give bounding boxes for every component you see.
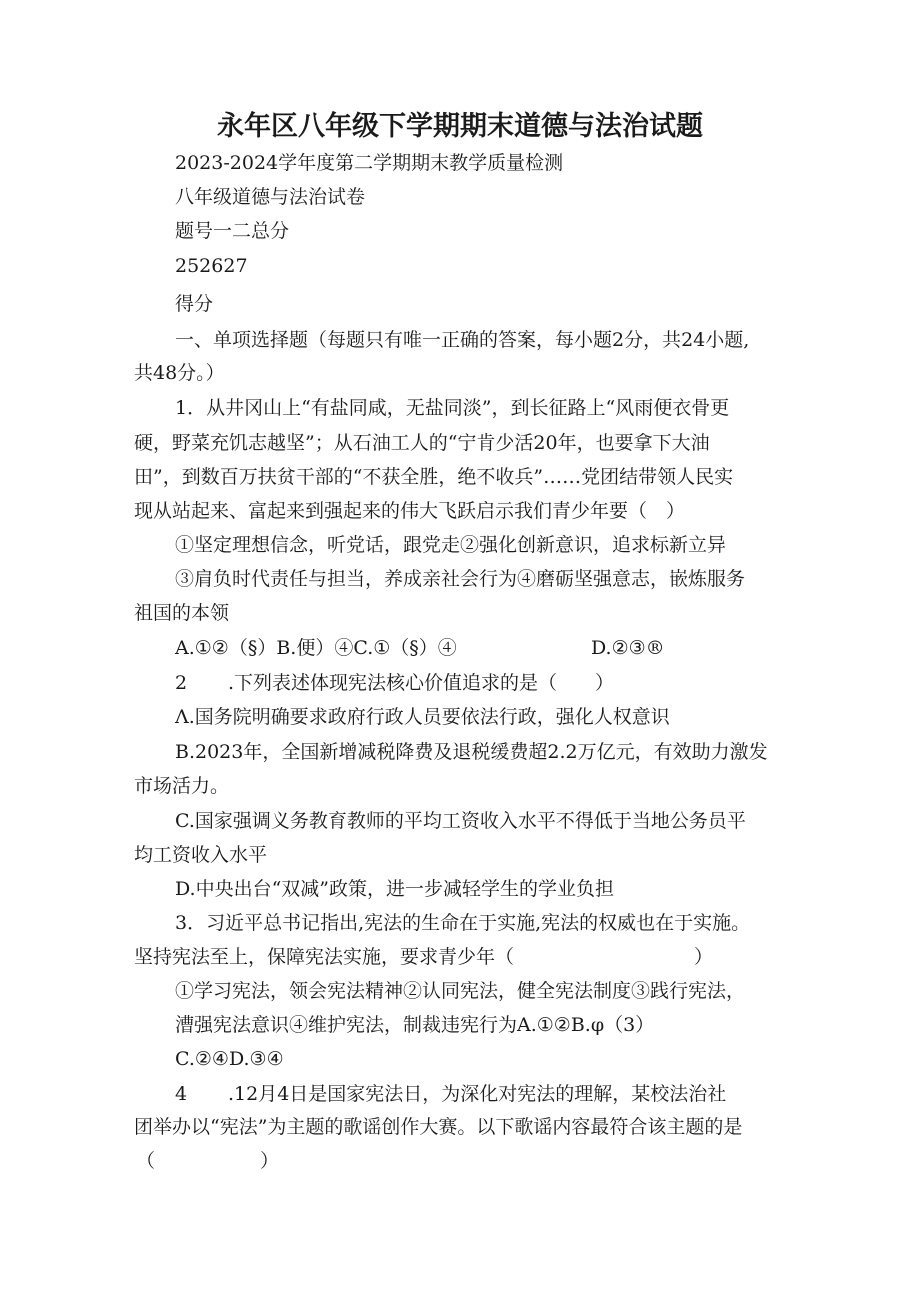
score-table-numbers: 252627: [175, 255, 248, 277]
question-1-choice-d: D.②③®: [591, 637, 665, 659]
score-table-header: 题号一二总分: [175, 220, 290, 242]
question-1-line-2: 硬，野菜充饥志越坚”；从石油工人的“宁肯少活20年，也要拿下大油: [134, 432, 710, 454]
exam-subtitle: 2023-2024学年度第二学期期末教学质量检测: [175, 152, 564, 174]
question-4-blank-close: ）: [260, 1150, 280, 1172]
question-3-answer-blank: ）: [694, 946, 714, 968]
page-title: 永年区八年级下学期期末道德与法治试题: [217, 111, 703, 142]
section-heading-cont: 共48分。）: [134, 362, 225, 384]
question-3-line-1: 3．习近平总书记指出,宪法的生命在于实施,宪法的权威也在于实施。: [175, 912, 751, 934]
question-1-choices-abc: A.①②（§）B.便）④C.①（§）④: [175, 637, 457, 659]
question-3-line-2: 坚持宪法至上，保障宪法实施，要求青少年（: [134, 946, 515, 968]
question-2-option-c-cont: 均工资收入水平: [134, 844, 268, 866]
exam-paper-name: 八年级道德与法治试卷: [175, 186, 366, 208]
question-1-option-line-3: 祖国的本领: [134, 602, 230, 624]
question-1-option-line-1: ①坚定理想信念，听党话，跟党走②强化创新意识，追求标新立异: [175, 534, 727, 556]
question-4-line-2: 团举办以“宪法”为主题的歌谣创作大赛。以下歌谣内容最符合该主题的是: [134, 1116, 743, 1138]
question-2-option-d: D.中央出台“双减”政策，进一步减轻学生的学业负担: [175, 878, 615, 900]
question-1-line-4: 现从站起来、富起来到强起来的伟大飞跃启示我们青少年要（ ）: [134, 500, 686, 522]
question-2-option-b: B.2023年，全国新增减税降费及退税缓费超2.2万亿元，有效助力激发: [175, 741, 768, 763]
question-2-stem: .下列表述体现宪法核心价值追求的是（ ）: [228, 672, 615, 694]
question-3-option-line-3: C.②④D.③④: [175, 1048, 284, 1070]
question-1-option-line-2: ③肩负时代责任与担当，养成亲社会行为④磨砺坚强意志，嵌炼服务: [175, 568, 746, 590]
score-label: 得分: [175, 293, 214, 315]
question-1-line-3: 田”，到数百万扶贫干部的“不获全胜，绝不收兵”……党团结带领人民实: [134, 466, 734, 488]
question-1-line-1: 1．从井冈山上“有盐同咸，无盐同淡”，到长征路上“风雨便衣骨更: [175, 397, 730, 419]
question-2-option-b-cont: 市场活力。: [134, 775, 230, 797]
question-2-option-a: Λ.国务院明确要求政府行政人员要依法行政，强化人权意识: [175, 706, 670, 728]
question-4-blank-open: （: [136, 1150, 156, 1172]
question-3-option-line-1: ①学习宪法，领会宪法精神②认同宪法，健全宪法制度③践行宪法，: [175, 980, 746, 1002]
section-heading: 一、单项选择题（每题只有唯一正确的答案，每小题2分，共24小题,: [175, 329, 750, 351]
question-4-number: 4: [175, 1083, 188, 1105]
question-2-number: 2: [175, 672, 188, 694]
question-3-option-line-2: 漕强宪法意识④维护宪法，制裁违宪行为A.①②B.φ（3）: [175, 1014, 655, 1036]
question-4-line-1: .12月4日是国家宪法日，为深化对宪法的理解，某校法治社: [228, 1083, 727, 1105]
question-2-option-c: C.国家强调义务教育教师的平均工资收入水平不得低于当地公务员平: [175, 810, 746, 832]
